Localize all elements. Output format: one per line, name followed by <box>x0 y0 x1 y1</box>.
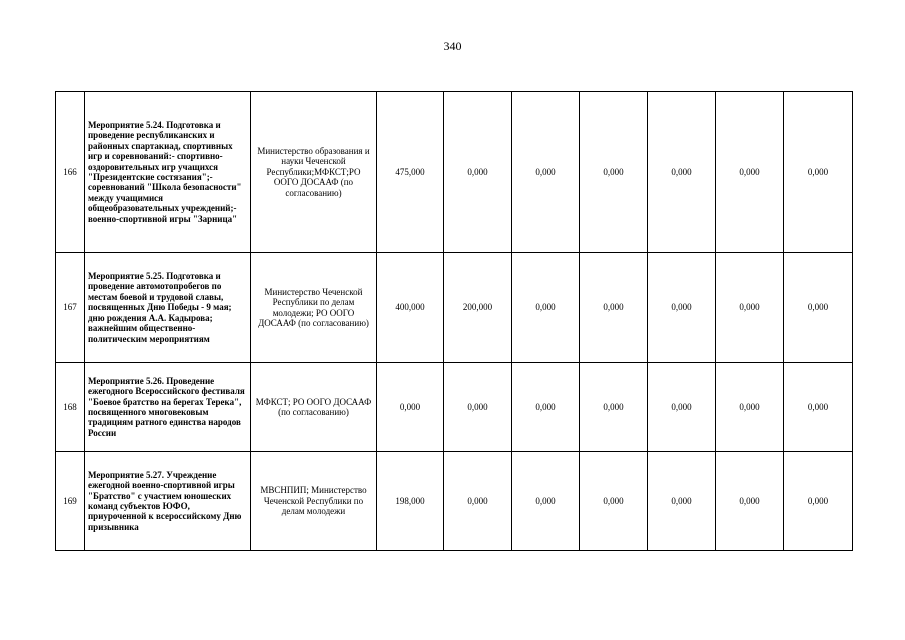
amount-cell: 0,000 <box>444 452 512 551</box>
amount-cell: 0,000 <box>580 253 648 363</box>
amount-cell: 0,000 <box>648 363 716 452</box>
amount-cell: 0,000 <box>716 452 784 551</box>
measure-title: Мероприятие 5.25. Подготовка и проведение автомотопробегов по местам боевой и трудовой славы, посвященных Дню Победы - 9 мая; дню рождения А.А. Кадырова; важнейшим общественно-политическим мероприятиям <box>85 253 251 363</box>
amount-cell: 475,000 <box>377 92 444 253</box>
executor-cell: МФКСТ; РО ООГО ДОСААФ (по согласованию) <box>251 363 377 452</box>
amount-cell: 0,000 <box>648 92 716 253</box>
amount-cell: 0,000 <box>716 92 784 253</box>
amount-cell: 0,000 <box>784 363 853 452</box>
measure-title: Мероприятие 5.24. Подготовка и проведение республиканских и районных спартакиад, спортивных игр и соревнований:- спортивно-оздоровительных игр учащихся "Президентские состязания";- соревнований "Школа безопасности" между учащимися общеобразовательных учреждений;- военно-спортивной игры "Зарница" <box>85 92 251 253</box>
amount-cell: 0,000 <box>580 363 648 452</box>
amount-cell: 0,000 <box>784 253 853 363</box>
amount-cell: 0,000 <box>648 452 716 551</box>
page-number: 340 <box>443 39 462 53</box>
executor-cell: Министерство образования и науки Чеченской Республики;МФКСТ;РО ООГО ДОСААФ (по согласованию) <box>251 92 377 253</box>
amount-cell: 198,000 <box>377 452 444 551</box>
amount-cell: 0,000 <box>580 452 648 551</box>
amount-cell: 0,000 <box>444 363 512 452</box>
amount-cell: 200,000 <box>444 253 512 363</box>
amount-cell: 0,000 <box>512 452 580 551</box>
amount-cell: 0,000 <box>784 92 853 253</box>
executor-cell: МВСНПИП; Министерство Чеченской Республики по делам молодежи <box>251 452 377 551</box>
amount-cell: 0,000 <box>648 253 716 363</box>
amount-cell: 0,000 <box>716 253 784 363</box>
row-number: 167 <box>56 253 85 363</box>
measure-title: Мероприятие 5.27. Учреждение ежегодной военно-спортивной игры "Братство" с участием юношеских команд субъектов ЮФО, приуроченной к всероссийскому Дню призывника <box>85 452 251 551</box>
row-number: 168 <box>56 363 85 452</box>
amount-cell: 0,000 <box>716 363 784 452</box>
amount-cell: 0,000 <box>444 92 512 253</box>
table-row <box>56 452 853 551</box>
program-table <box>55 91 853 551</box>
amount-cell: 0,000 <box>512 92 580 253</box>
table-row <box>56 92 853 253</box>
table-row <box>56 363 853 452</box>
table-row <box>56 253 853 363</box>
amount-cell: 0,000 <box>580 92 648 253</box>
row-number: 166 <box>56 92 85 253</box>
row-number: 169 <box>56 452 85 551</box>
amount-cell: 400,000 <box>377 253 444 363</box>
amount-cell: 0,000 <box>377 363 444 452</box>
table-body <box>56 92 853 551</box>
executor-cell: Министерство Чеченской Республики по делам молодежи; РО ООГО ДОСААФ (по согласованию) <box>251 253 377 363</box>
measure-title: Мероприятие 5.26. Проведение ежегодного Всероссийского фестиваля "Боевое братство на берегах Терека", посвященного многовековым традициям ратного единства народов России <box>85 363 251 452</box>
amount-cell: 0,000 <box>784 452 853 551</box>
amount-cell: 0,000 <box>512 253 580 363</box>
amount-cell: 0,000 <box>512 363 580 452</box>
